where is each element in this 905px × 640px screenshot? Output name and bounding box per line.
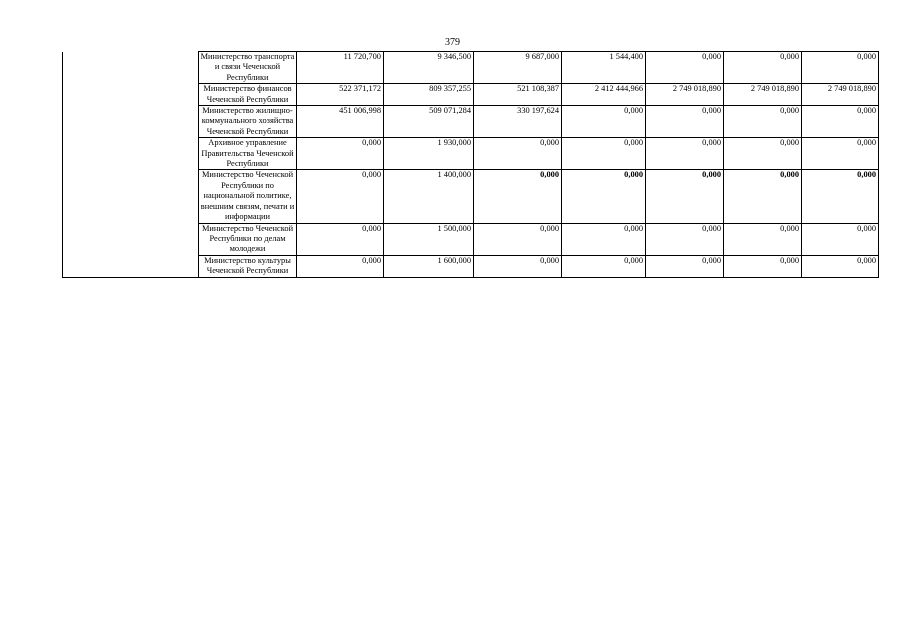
amount-cell: 1 930,000 [384, 138, 474, 170]
amount-cell: 2 749 018,890 [646, 84, 724, 106]
ministry-name-cell: Министерство финансов Чеченской Республики [199, 84, 297, 106]
amount-cell: 509 071,284 [384, 106, 474, 138]
amount-cell: 11 720,700 [297, 52, 384, 84]
table-row [63, 52, 879, 84]
empty-cell [63, 170, 199, 223]
amount-cell: 0,000 [297, 223, 384, 255]
empty-cell [63, 223, 199, 255]
amount-cell: 0,000 [474, 138, 562, 170]
ministry-name-cell: Министерство Чеченской Республики по делам молодежи [199, 223, 297, 255]
amount-cell: 0,000 [724, 170, 802, 223]
amount-cell: 0,000 [474, 223, 562, 255]
amount-cell: 0,000 [646, 255, 724, 277]
amount-cell: 0,000 [802, 106, 879, 138]
amount-cell: 0,000 [474, 170, 562, 223]
ministry-name-cell: Министерство культуры Чеченской Республики [199, 255, 297, 277]
amount-cell: 0,000 [297, 138, 384, 170]
amount-cell: 451 006,998 [297, 106, 384, 138]
amount-cell: 2 749 018,890 [802, 84, 879, 106]
amount-cell: 330 197,624 [474, 106, 562, 138]
amount-cell: 0,000 [724, 52, 802, 84]
amount-cell: 0,000 [562, 255, 646, 277]
amount-cell: 1 600,000 [384, 255, 474, 277]
amount-cell: 0,000 [562, 106, 646, 138]
amount-cell: 0,000 [724, 138, 802, 170]
ministry-name-cell: Министерство транспорта и связи Чеченской Республики [199, 52, 297, 84]
table-row [63, 223, 879, 255]
ministry-name-cell: Архивное управление Правительства Чеченской Республики [199, 138, 297, 170]
amount-cell: 0,000 [297, 170, 384, 223]
amount-cell: 0,000 [562, 138, 646, 170]
table-row [63, 138, 879, 170]
amount-cell: 0,000 [646, 52, 724, 84]
empty-cell [63, 138, 199, 170]
amount-cell: 0,000 [802, 255, 879, 277]
budget-table [62, 51, 879, 278]
table-row [63, 84, 879, 106]
table-row [63, 170, 879, 223]
amount-cell: 809 357,255 [384, 84, 474, 106]
table-row [63, 255, 879, 277]
amount-cell: 9 687,000 [474, 52, 562, 84]
amount-cell: 0,000 [802, 52, 879, 84]
amount-cell: 0,000 [802, 138, 879, 170]
amount-cell: 2 412 444,966 [562, 84, 646, 106]
amount-cell: 9 346,500 [384, 52, 474, 84]
table-row [63, 106, 879, 138]
amount-cell: 521 108,387 [474, 84, 562, 106]
amount-cell: 1 500,000 [384, 223, 474, 255]
empty-cell [63, 52, 199, 84]
empty-cell [63, 84, 199, 106]
amount-cell: 0,000 [724, 255, 802, 277]
table-body [63, 52, 879, 278]
amount-cell: 0,000 [724, 223, 802, 255]
amount-cell: 0,000 [724, 106, 802, 138]
amount-cell: 0,000 [297, 255, 384, 277]
amount-cell: 2 749 018,890 [724, 84, 802, 106]
amount-cell: 0,000 [474, 255, 562, 277]
ministry-name-cell: Министерство Чеченской Республики по национальной политике, внешним связям, печати и информации [199, 170, 297, 223]
amount-cell: 522 371,172 [297, 84, 384, 106]
amount-cell: 1 400,000 [384, 170, 474, 223]
amount-cell: 0,000 [646, 223, 724, 255]
amount-cell: 0,000 [802, 223, 879, 255]
page-number: 379 [445, 37, 460, 48]
amount-cell: 0,000 [802, 170, 879, 223]
amount-cell: 1 544,400 [562, 52, 646, 84]
empty-cell [63, 106, 199, 138]
ministry-name-cell: Министерство жилищно-коммунального хозяйства Чеченской Республики [199, 106, 297, 138]
amount-cell: 0,000 [646, 106, 724, 138]
amount-cell: 0,000 [646, 170, 724, 223]
amount-cell: 0,000 [562, 223, 646, 255]
empty-cell [63, 255, 199, 277]
amount-cell: 0,000 [646, 138, 724, 170]
amount-cell: 0,000 [562, 170, 646, 223]
